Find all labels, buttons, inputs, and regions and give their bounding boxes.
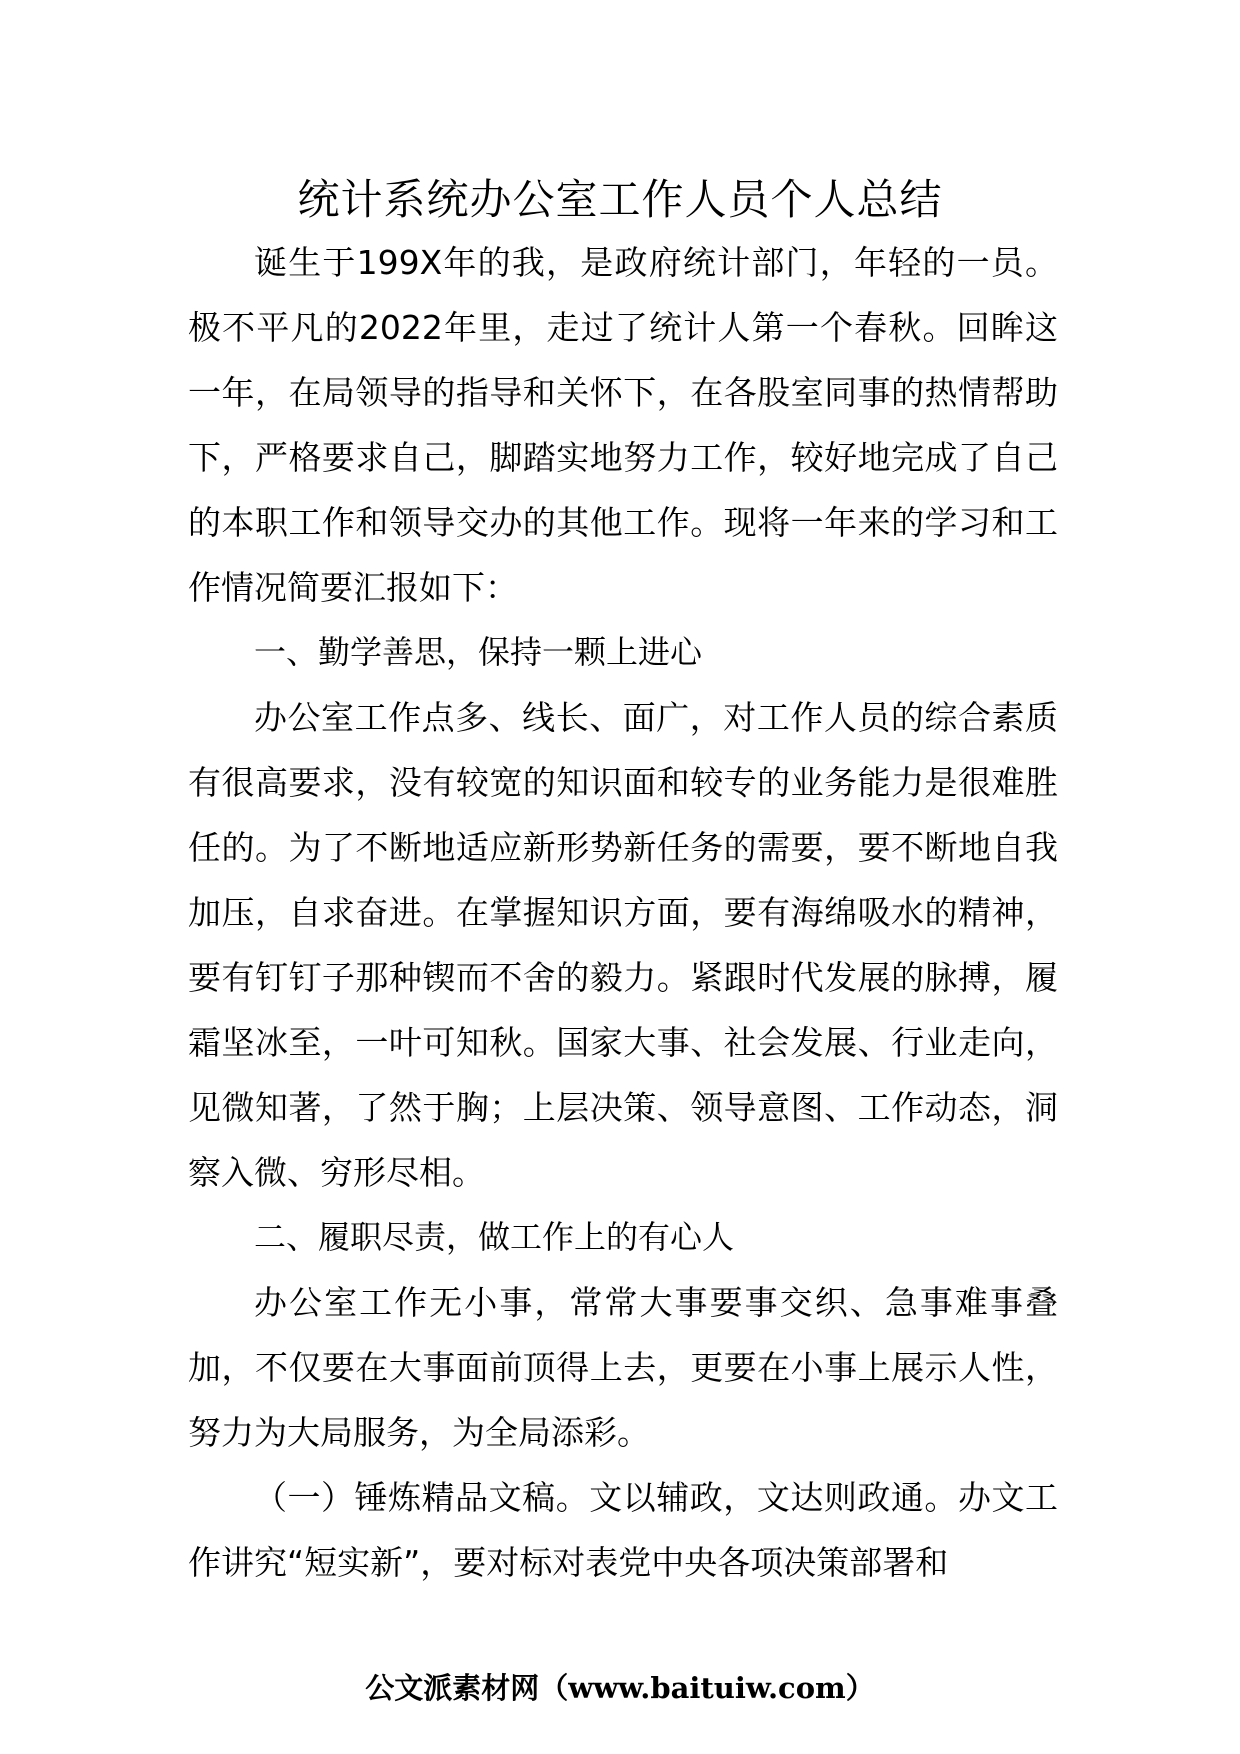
section-heading-2: 二、履职尽责，做工作上的有心人 — [254, 1218, 735, 1256]
section-heading-1: 一、勤学善思，保持一颗上进心 — [254, 633, 703, 671]
document-body — [188, 230, 1058, 1595]
footer-watermark: 公文派素材网（www.baituiw.com） — [365, 1671, 875, 1705]
paragraph-section-2: 办公室工作无小事，常常大事要事交织、急事难事叠加，不仅要在大事面前顶得上去，更要在小事上展示人性，努力为大局服务，为全局添彩。 — [188, 1283, 1058, 1452]
paragraph-subsection-1: （一）锤炼精品文稿。文以辅政，文达则政通。办文工作讲究“短实新”，要对标对表党中央各项决策部署和 — [188, 1478, 1058, 1582]
document-title: 统计系统办公室工作人员个人总结 — [297, 175, 943, 224]
paragraph-intro: 诞生于199X年的我，是政府统计部门，年轻的一员。极不平凡的2022年里，走过了统计人第一个春秋。回眸这一年，在局领导的指导和关怀下，在各股室同事的热情帮助下，严格要求自己，脚踏实地努力工作，较好地完成了自己的本职工作和领导交办的其他工作。现将一年来的学习和工作情况简要汇报如下： — [188, 243, 1058, 607]
paragraph-section-1: 办公室工作点多、线长、面广，对工作人员的综合素质有很高要求，没有较宽的知识面和较专的业务能力是很难胜任的。为了不断地适应新形势新任务的需要，要不断地自我加压，自求奋进。在掌握知识方面，要有海绵吸水的精神，要有钉钉子那种锲而不舍的毅力。紧跟时代发展的脉搏，履霜坚冰至，一叶可知秋。国家大事、社会发展、行业走向，见微知著，了然于胸；上层决策、领导意图、工作动态，洞察入微、穷形尽相。 — [188, 698, 1058, 1192]
